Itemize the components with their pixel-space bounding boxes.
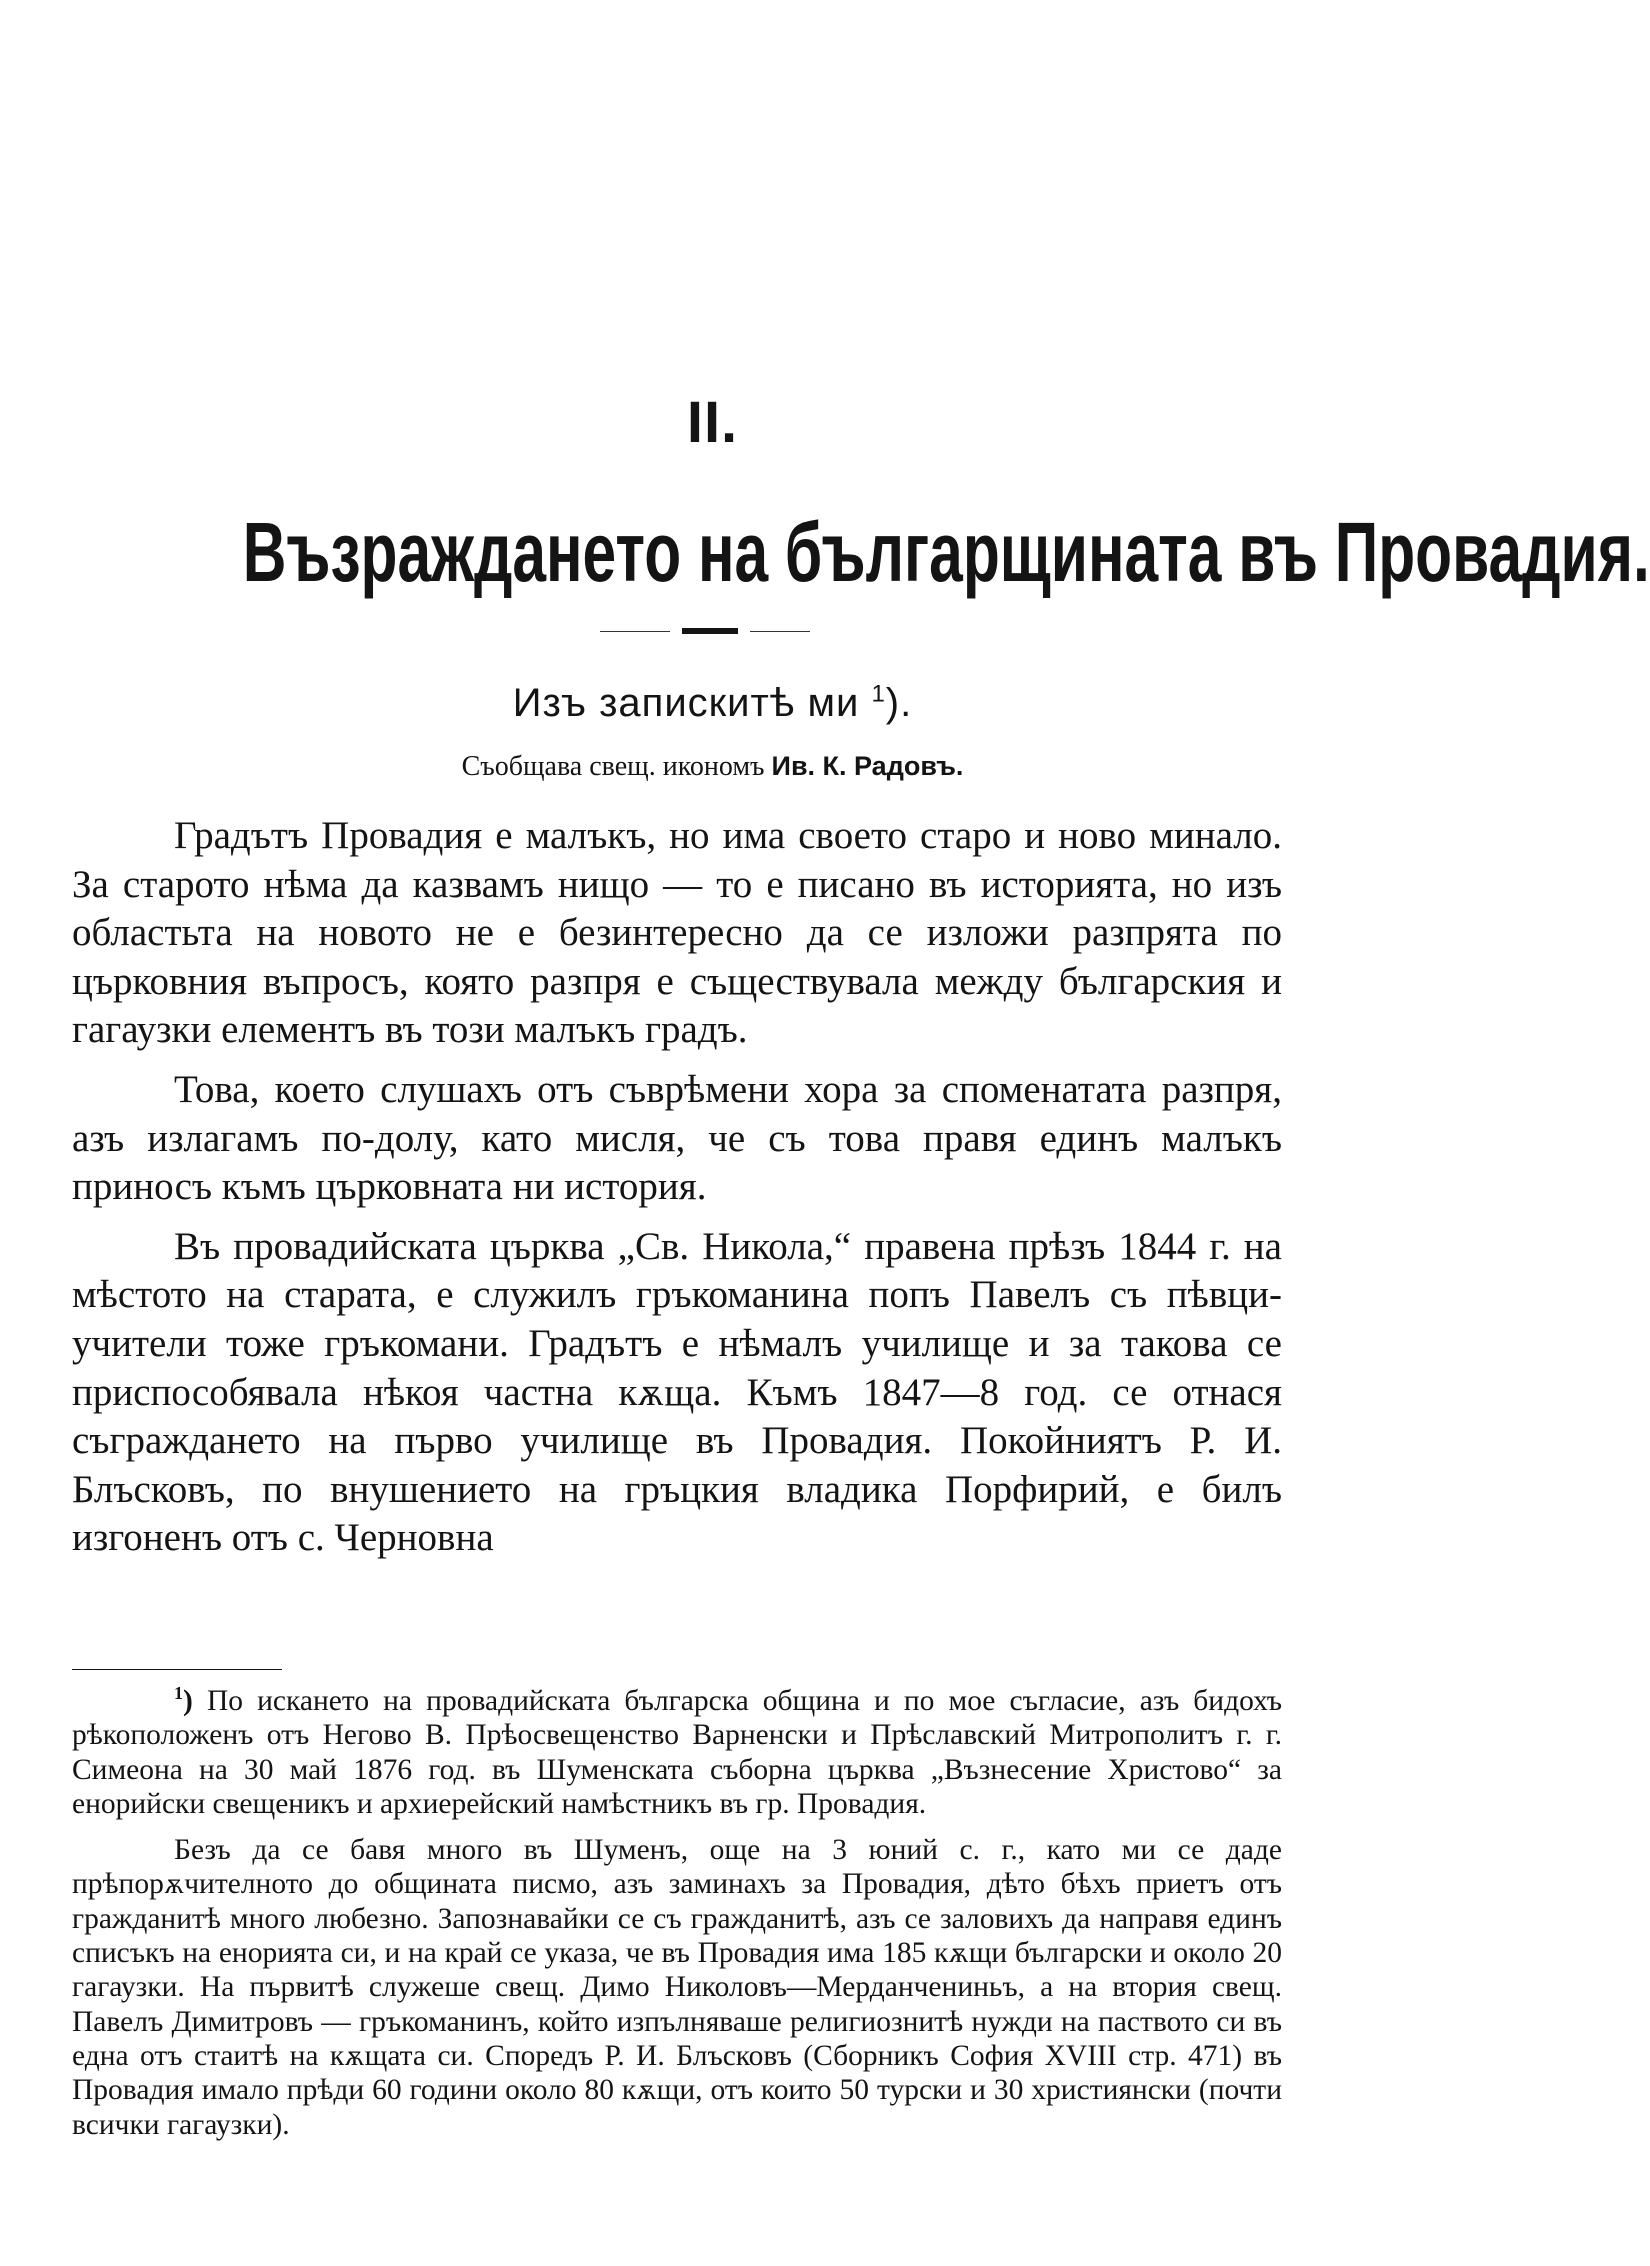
subtitle-text: Изъ запискитѣ ми (512, 681, 860, 725)
ornament-line-left (600, 631, 670, 632)
ornament-line-right (750, 631, 810, 632)
body-paragraph-3: Въ провадийската църква „Св. Никола,“ правена прѣзъ 1844 г. на мѣстото на старата, е служилъ гръкоманина попъ Павелъ съ пѣвци-учители тоже гръкомани. Градътъ е нѣмалъ училище и за такова се приспособявала нѣкоя частна кѫща. Къмъ 1847—8 год. се отнася съграждането на първо училище въ Провадия. Покойниятъ Р. И. Блъсковъ, по внушението на гръцкия владика Порфирий, е билъ изгоненъ отъ с. Черновна (72, 1224, 1282, 1560)
footnote-reference[interactable]: 1 (871, 680, 886, 708)
footnote-divider (72, 1669, 282, 1670)
subtitle-close: ). (885, 681, 913, 725)
author-line (0, 748, 1425, 785)
title-ornament (600, 628, 820, 634)
body-text (72, 812, 1282, 1574)
body-paragraph-2: Това, което слушахъ отъ съврѣмени хора за споменатата разпря, азъ излагамъ по-долу, като мисля, че съ това правя единъ малъкъ приносъ къмъ църковната ни история. (72, 1067, 1282, 1209)
body-paragraph-1: Градътъ Провадия е малъкъ, но има своето старо и ново минало. За старото нѣма да казвамъ нищо — то е писано въ историята, но изъ областьта на новото не е безинтересно да се изложи разпрята по църковния въпросъ, която разпря е съществувала между българския и гагаузки елементъ въ този малъкъ градъ. (72, 814, 1282, 1052)
chapter-number: II. (686, 390, 739, 455)
author-prefix: Съобщава свещ. икономъ (461, 751, 765, 782)
author-name: Ив. К. Радовъ. (771, 751, 964, 781)
footnote-1-continuation: Безъ да се бавя много въ Шуменъ, още на 3 юний с. г., като ми се даде прѣпорѫчителното до общината писмо, азъ заминахъ за Провадия, дѣто бѣхъ приетъ отъ гражданитѣ много любезно. Запознавайки се съ гражданитѣ, азъ се заловихъ да направя единъ списъкъ на енорията си, и на край се указа, че въ Провадия има 185 кѫщи български и около 20 гагаузки. На първитѣ служеше свещ. Димо Николовъ—Мерданчениньъ, а на втория свещ. Павелъ Димитровъ — гръкоманинъ, който изпълняваше религиознитѣ нужди на паството си въ една отъ стаитѣ на кѫщата си. Споредъ Р. И. Блъсковъ (Сборникъ София XVIII стр. 471) въ Провадия имало прѣди 60 години около 80 кѫщи, отъ които 50 турски и 30 християнски (почти всички гагаузки). (72, 1834, 1282, 2141)
footnote-1: $^1$) По искането на провадийската българска община и по мое съгласие, азъ бидохъ рѣкоположенъ отъ Негово В. Прѣосвещенство Варненски и Прѣславский Митрополитъ г. г. Симеона на 30 май 1876 год. въ Шуменската съборна църква „Възнесение Христово“ за енорийски свещеникъ и архиерейский намѣстникъ въ гр. Провадия. (72, 1683, 1282, 1820)
chapter-title: Възраждането на българщината въ Провадия. (242, 505, 1650, 599)
subtitle (0, 678, 1425, 728)
footnotes (72, 1684, 1282, 2154)
footnote-1-text: По искането на провадийската българска община и по мое съгласие, азъ бидохъ рѣкоположенъ отъ Негово В. Прѣосвещенство Варненски и Прѣславский Митрополитъ г. г. Симеона на 30 май 1876 год. въ Шуменската съборна църква „Възнесение Христово“ за енорийски свещеникъ и архиерейский намѣстникъ въ гр. Провадия. (72, 1685, 1282, 1820)
footnote-mark: 1 (174, 1683, 183, 1704)
ornament-bar (682, 628, 738, 634)
